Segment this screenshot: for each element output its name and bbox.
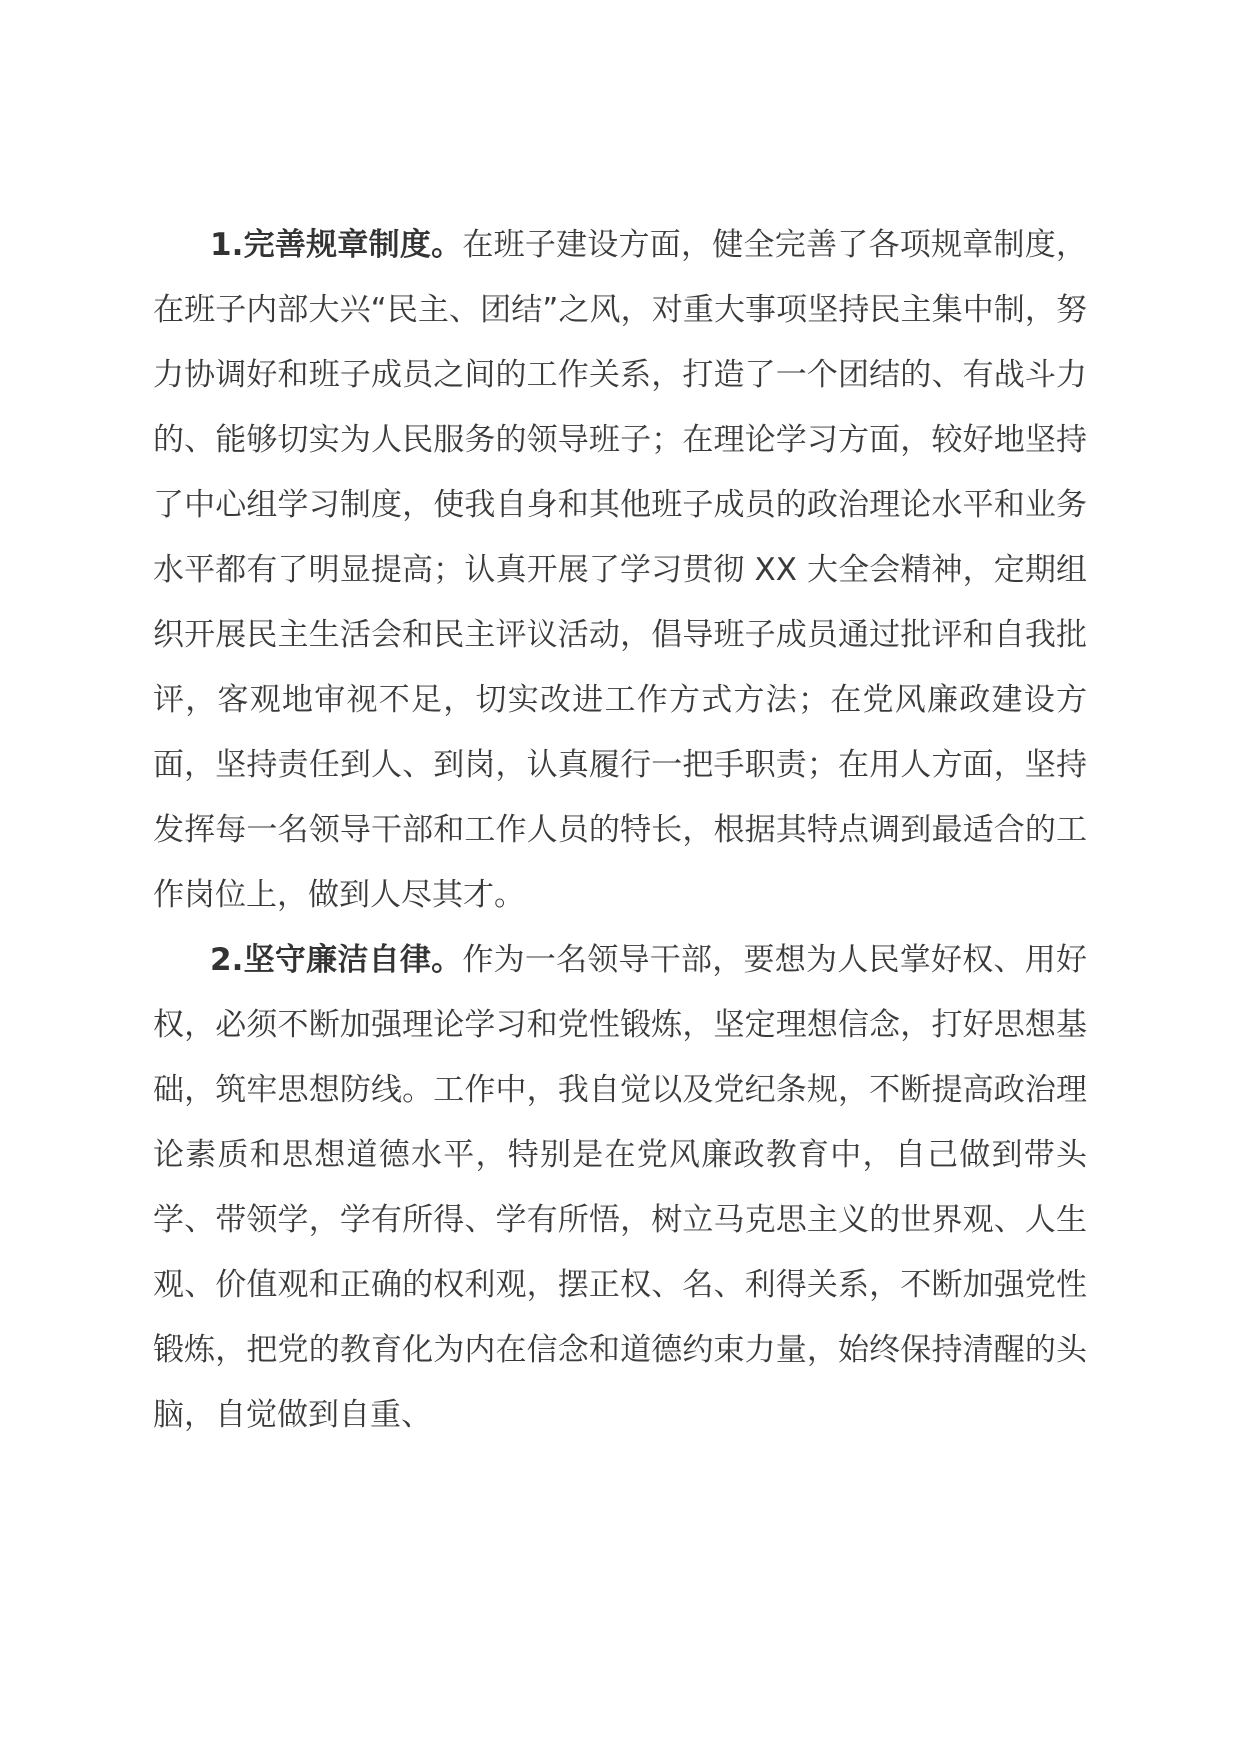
paragraph-heading: 1.完善规章制度。	[210, 227, 463, 263]
paragraph-integrity	[153, 928, 1087, 1448]
paragraph-text: 作为一名领导干部，要想为人民掌好权、用好权，必须不断加强理论学习和党性锻炼，坚定理想信念，打好思想基础，筑牢思想防线。工作中，我自觉以及党纪条规，不断提高政治理论素质和思想道德水平，特别是在党风廉政教育中，自己做到带头学、带领学，学有所得、学有所悟，树立马克思主义的世界观、人生观、价值观和正确的权利观，摆正权、名、利得关系，不断加强党性锻炼，把党的教育化为内在信念和道德约束力量，始终保持清醒的头脑，自觉做到自重、	[153, 942, 1087, 1433]
document-body	[153, 213, 1087, 1448]
paragraph-text: 在班子建设方面，健全完善了各项规章制度，在班子内部大兴“民主、团结”之风，对重大事项坚持民主集中制，努力协调好和班子成员之间的工作关系，打造了一个团结的、有战斗力的、能够切实为人民服务的领导班子；在理论学习方面，较好地坚持了中心组学习制度，使我自身和其他班子成员的政治理论水平和业务水平都有了明显提高；认真开展了学习贯彻 XX 大全会精神，定期组织开展民主生活会和民主评议活动，倡导班子成员通过批评和自我批评，客观地审视不足，切实改进工作方式方法；在党风廉政建设方面，坚持责任到人、到岗，认真履行一把手职责；在用人方面，坚持发挥每一名领导干部和工作人员的特长，根据其特点调到最适合的工作岗位上，做到人尽其才。	[153, 227, 1087, 913]
paragraph-regulations	[153, 213, 1087, 928]
paragraph-heading: 2.坚守廉洁自律。	[210, 942, 463, 978]
